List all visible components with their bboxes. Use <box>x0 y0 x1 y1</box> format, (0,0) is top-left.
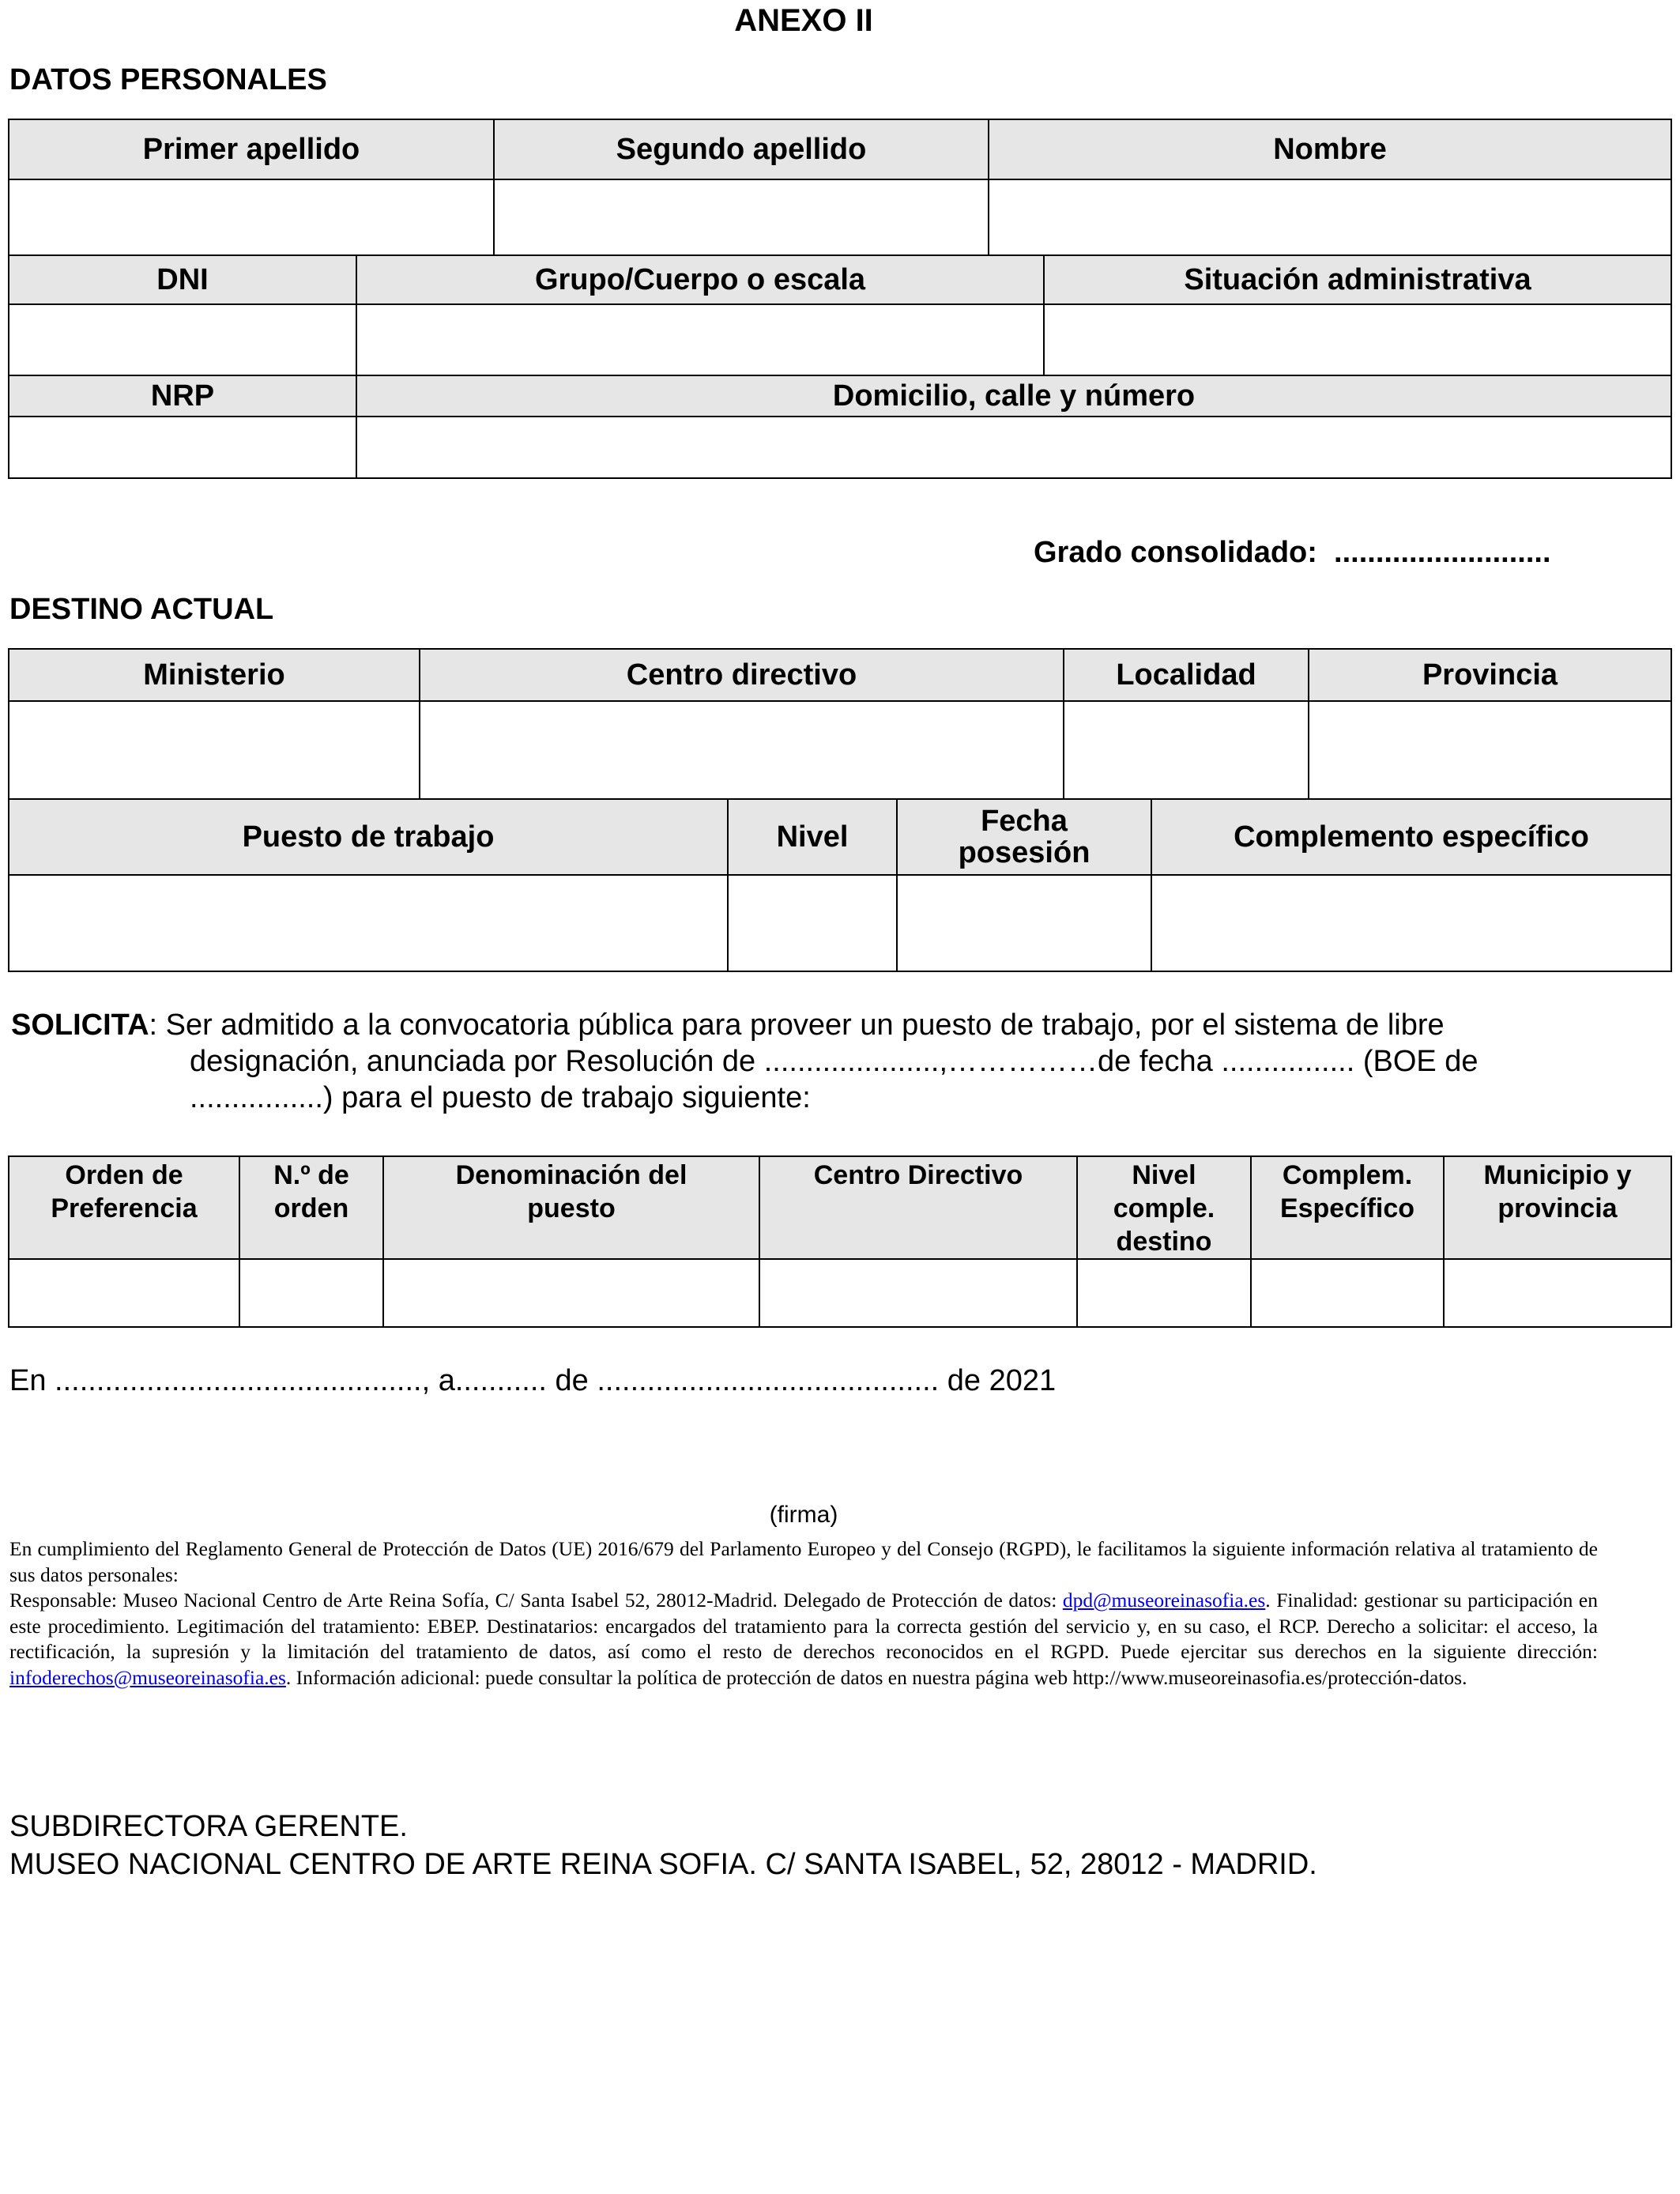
localidad-field[interactable] <box>1064 701 1309 799</box>
solicita-label: SOLICITA <box>11 1008 149 1042</box>
solicita-line-2: designación, anunciada por Resolución de .....................,……………de fecha ................ (BOE de <box>190 1045 1478 1078</box>
destino-actual-heading: DESTINO ACTUAL <box>9 593 274 626</box>
grado-consolidado-label: Grado consolidado: <box>1034 536 1317 569</box>
datos-personales-table-2 <box>8 254 1672 376</box>
dni-field[interactable] <box>9 304 356 375</box>
municipio-provincia-field[interactable] <box>1444 1259 1671 1327</box>
header-centro-directivo-2: Centro Directivo <box>759 1156 1077 1259</box>
firma-label: (firma) <box>769 1502 838 1528</box>
finalidad-text: . Finalidad: gestionar su participación en este procedimiento. Legitimación del tratamiento: EBEP. Destinatarios: encargados del tratamiento para la correcta gestión del servicio y, en su caso, el RCP. Derecho a solicitar: el acceso, la rectificación, la supresión y la limitación del tratamiento de datos, así como el resto de derechos reconocidos en el RGPD. Puede ejercitar sus derechos en la siguiente dirección: <box>9 1589 1598 1663</box>
header-localidad: Localidad <box>1064 649 1309 701</box>
solicita-line-3: ................) para el puesto de trabajo siguiente: <box>190 1081 811 1114</box>
puesto-solicitado-table <box>8 1155 1672 1328</box>
complemento-especifico-puesto-field[interactable] <box>1251 1259 1444 1327</box>
header-situacion-administrativa: Situación administrativa <box>1044 255 1671 304</box>
info-adicional-text: . Información adicional: puede consultar la política de protección de datos en nuestra página web http://www.museoreinasofia.es/protección-datos. <box>285 1665 1467 1689</box>
provincia-field[interactable] <box>1309 701 1671 799</box>
nrp-field[interactable] <box>9 417 356 478</box>
header-numero-orden: N.º de orden <box>239 1156 383 1259</box>
header-nivel-complemento-destino: Nivel comple. destino <box>1077 1156 1251 1259</box>
header-municipio-provincia: Municipio y provincia <box>1444 1156 1671 1259</box>
domicilio-field[interactable] <box>356 417 1671 478</box>
responsable-text: Responsable: Museo Nacional Centro de Arte Reina Sofía, C/ Santa Isabel 52, 28012-Madrid. Delegado de Protección de datos: <box>9 1589 1063 1612</box>
orden-preferencia-field[interactable] <box>9 1259 239 1327</box>
destino-actual-table <box>8 648 1672 800</box>
header-complemento-especifico: Complemento específico <box>1151 799 1671 875</box>
header-nrp: NRP <box>9 375 356 417</box>
datos-personales-table-3 <box>8 375 1672 479</box>
header-primer-apellido: Primer apellido <box>9 119 494 179</box>
header-nombre: Nombre <box>989 119 1671 179</box>
situacion-administrativa-field[interactable] <box>1044 304 1671 375</box>
nivel-field[interactable] <box>728 875 897 971</box>
footer-subdirectora: SUBDIRECTORA GERENTE. <box>9 1810 408 1843</box>
numero-orden-field[interactable] <box>239 1259 383 1327</box>
header-ministerio: Ministerio <box>9 649 420 701</box>
header-domicilio: Domicilio, calle y número <box>356 375 1671 417</box>
header-denominacion-puesto: Denominación del puesto <box>383 1156 759 1259</box>
infoderechos-email-link[interactable]: infoderechos@museoreinasofia.es <box>9 1665 286 1689</box>
header-fecha-posesion: Fecha posesión <box>897 799 1151 875</box>
grupo-cuerpo-field[interactable] <box>356 304 1044 375</box>
dpd-email-link[interactable]: dpd@museoreinasofia.es <box>1062 1589 1266 1612</box>
header-orden-preferencia: Orden de Preferencia <box>9 1156 239 1259</box>
denominacion-puesto-field[interactable] <box>383 1259 759 1327</box>
header-centro-directivo: Centro directivo <box>420 649 1064 701</box>
centro-directivo-puesto-field[interactable] <box>759 1259 1077 1327</box>
footer-museo-address: MUSEO NACIONAL CENTRO DE ARTE REINA SOFIA. C/ SANTA ISABEL, 52, 28012 - MADRID. <box>9 1848 1317 1881</box>
solicita-line-1: : Ser admitido a la convocatoria pública para proveer un puesto de trabajo, por el sistema de libre <box>149 1008 1445 1042</box>
data-protection-notice <box>9 1536 1598 1691</box>
ministerio-field[interactable] <box>9 701 420 799</box>
nivel-complemento-destino-field[interactable] <box>1077 1259 1251 1327</box>
header-provincia: Provincia <box>1309 649 1671 701</box>
header-nivel: Nivel <box>728 799 897 875</box>
grado-consolidado-field[interactable]: .......................... <box>1334 536 1551 569</box>
header-segundo-apellido: Segundo apellido <box>494 119 989 179</box>
fecha-posesion-field[interactable] <box>897 875 1151 971</box>
grado-consolidado <box>1034 536 1551 570</box>
page-title: ANEXO II <box>734 3 873 38</box>
nombre-field[interactable] <box>989 179 1671 255</box>
puesto-de-trabajo-field[interactable] <box>9 875 728 971</box>
destino-actual-table-2 <box>8 798 1672 972</box>
primer-apellido-field[interactable] <box>9 179 494 255</box>
centro-directivo-field[interactable] <box>420 701 1064 799</box>
complemento-especifico-field[interactable] <box>1151 875 1671 971</box>
header-puesto-de-trabajo: Puesto de trabajo <box>9 799 728 875</box>
data-protection-intro: En cumplimiento del Reglamento General de Protección de Datos (UE) 2016/679 del Parlamento Europeo y del Consejo (RGPD), le facilitamos la siguiente información relativa al tratamiento de sus datos personales: <box>9 1537 1598 1586</box>
datos-personales-heading: DATOS PERSONALES <box>9 63 327 96</box>
lugar-fecha-line[interactable]: En ............................................, a........... de ......................................... de 2021 <box>9 1364 1057 1397</box>
header-complemento-especifico-2: Complem. Específico <box>1251 1156 1444 1259</box>
data-protection-details <box>9 1588 1598 1691</box>
segundo-apellido-field[interactable] <box>494 179 989 255</box>
header-grupo-cuerpo: Grupo/Cuerpo o escala <box>356 255 1044 304</box>
datos-personales-table <box>8 119 1672 256</box>
header-dni: DNI <box>9 255 356 304</box>
